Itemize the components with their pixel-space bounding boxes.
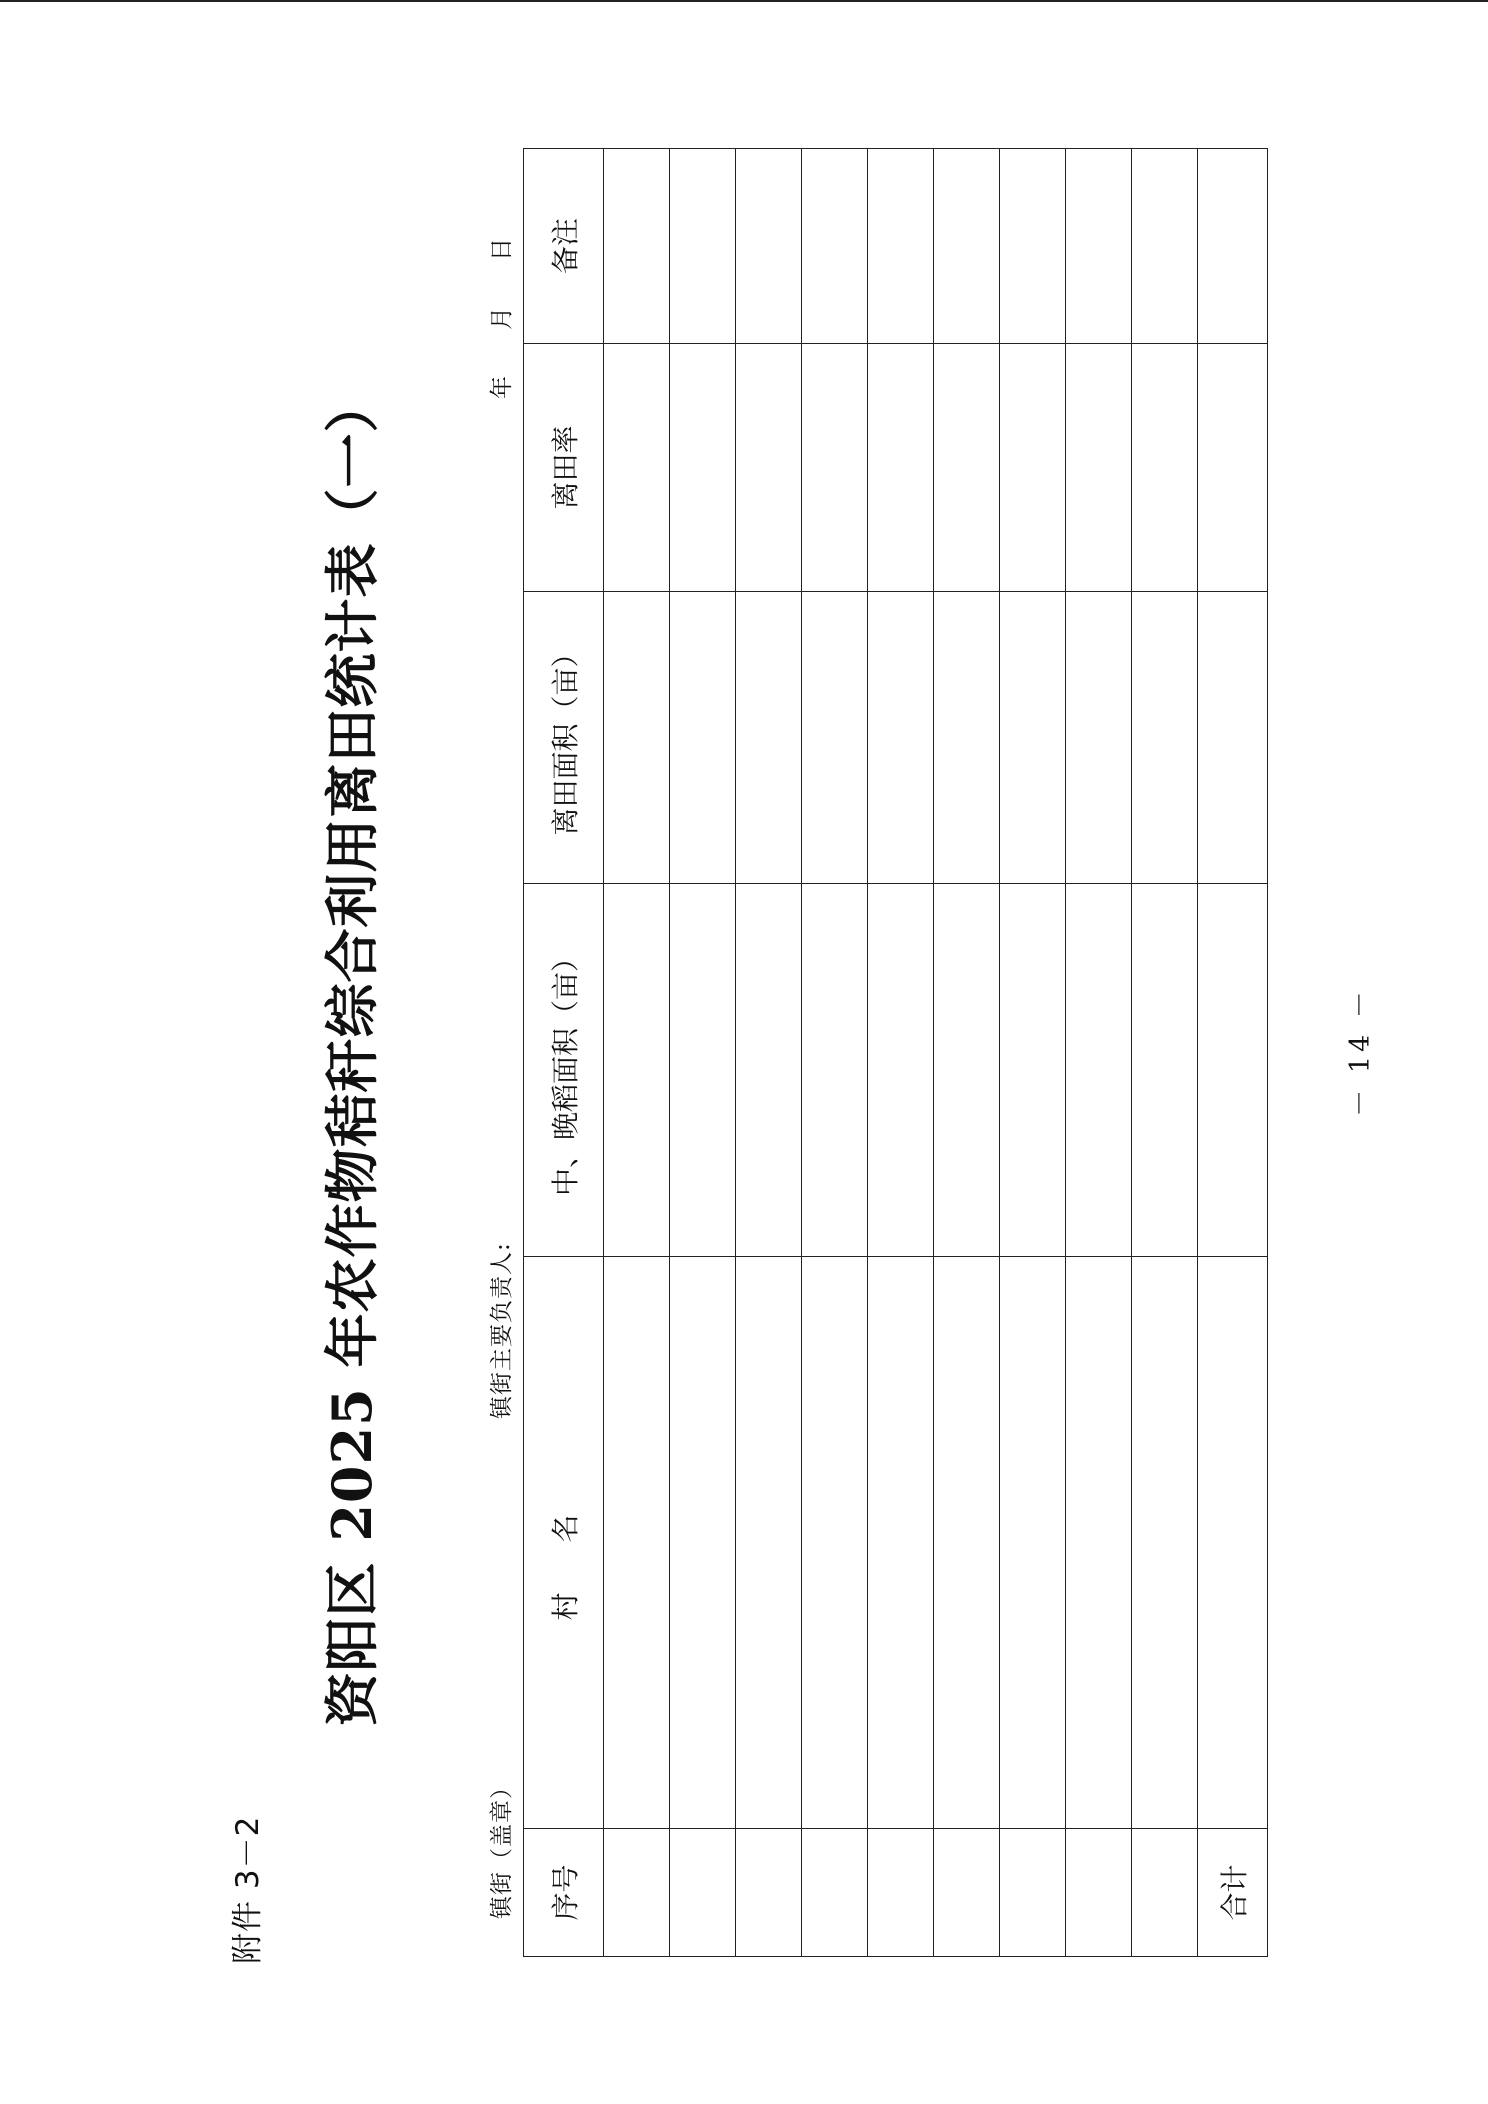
table-header-row [524, 149, 604, 1957]
town-seal-label: 镇街（盖章） [489, 1775, 515, 1919]
table-cell[interactable] [868, 1829, 934, 1957]
table-cell[interactable] [670, 149, 736, 344]
header-village: 村名 [524, 1257, 604, 1829]
table-cell[interactable] [1132, 1257, 1198, 1829]
table-cell[interactable] [868, 592, 934, 884]
table-cell[interactable] [1198, 592, 1268, 884]
table-cell[interactable] [604, 884, 670, 1257]
document-title: 资阳区 2025 年农作物秸秆综合利用离田统计表（一） [320, 377, 384, 1727]
table-row [670, 149, 736, 1957]
table-cell[interactable] [868, 884, 934, 1257]
table-row [802, 149, 868, 1957]
town-leader-label: 镇街主要负责人: [489, 1242, 515, 1419]
attachment-label: 附件 3－2 [230, 1815, 266, 1964]
table-cell[interactable] [802, 592, 868, 884]
table-cell[interactable] [934, 884, 1000, 1257]
table-row [1066, 149, 1132, 1957]
table-row [736, 149, 802, 1957]
table-cell[interactable] [868, 344, 934, 592]
table-cell[interactable] [604, 149, 670, 344]
table-row [604, 149, 670, 1957]
header-removed-area: 离田面积（亩） [524, 592, 604, 884]
table-cell[interactable] [1198, 884, 1268, 1257]
date-label: 年月日 [489, 192, 515, 399]
table-cell[interactable] [934, 344, 1000, 592]
table-cell[interactable] [1000, 884, 1066, 1257]
table-cell[interactable] [1000, 149, 1066, 344]
table-row [1000, 149, 1066, 1957]
table-cell[interactable] [736, 884, 802, 1257]
table-row [934, 149, 1000, 1957]
table-cell[interactable] [670, 1257, 736, 1829]
table-total-row [1198, 149, 1268, 1957]
table-cell[interactable] [1132, 1829, 1198, 1957]
table-cell[interactable] [868, 149, 934, 344]
table-cell[interactable] [1066, 592, 1132, 884]
table-cell[interactable] [802, 884, 868, 1257]
table-row [1132, 149, 1198, 1957]
table-cell[interactable] [868, 1257, 934, 1829]
table-cell[interactable] [1132, 149, 1198, 344]
table-cell[interactable] [1132, 344, 1198, 592]
header-rice-area: 中、晚稻面积（亩） [524, 884, 604, 1257]
table-cell[interactable] [736, 592, 802, 884]
table-cell[interactable] [934, 1829, 1000, 1957]
table-cell[interactable] [802, 1257, 868, 1829]
table-cell[interactable] [604, 592, 670, 884]
total-label: 合计 [1198, 1829, 1268, 1957]
header-seq: 序号 [524, 1829, 604, 1957]
table-cell[interactable] [670, 1829, 736, 1957]
table-cell[interactable] [802, 344, 868, 592]
table-cell[interactable] [736, 1829, 802, 1957]
table-cell[interactable] [934, 1257, 1000, 1829]
table-cell[interactable] [1198, 149, 1268, 344]
table-cell[interactable] [604, 1829, 670, 1957]
table-cell[interactable] [670, 592, 736, 884]
table-cell[interactable] [802, 1829, 868, 1957]
table-cell[interactable] [1198, 1257, 1268, 1829]
table-cell[interactable] [1000, 1257, 1066, 1829]
table-cell[interactable] [1066, 884, 1132, 1257]
table-cell[interactable] [736, 149, 802, 344]
table-cell[interactable] [1132, 884, 1198, 1257]
header-remarks: 备注 [524, 149, 604, 344]
table-cell[interactable] [604, 1257, 670, 1829]
table-cell[interactable] [802, 149, 868, 344]
table-cell[interactable] [604, 344, 670, 592]
table-cell[interactable] [1066, 1829, 1132, 1957]
table-cell[interactable] [1066, 344, 1132, 592]
table-cell[interactable] [670, 344, 736, 592]
page-number: － 14 － [1345, 987, 1376, 1117]
table-cell[interactable] [1066, 149, 1132, 344]
table-cell[interactable] [1000, 1829, 1066, 1957]
table-cell[interactable] [736, 1257, 802, 1829]
table-cell[interactable] [934, 149, 1000, 344]
header-removal-rate: 离田率 [524, 344, 604, 592]
table-cell[interactable] [1000, 592, 1066, 884]
table-cell[interactable] [736, 344, 802, 592]
table-row [868, 149, 934, 1957]
table-cell[interactable] [1066, 1257, 1132, 1829]
table-cell[interactable] [934, 592, 1000, 884]
table-cell[interactable] [1132, 592, 1198, 884]
table-cell[interactable] [1000, 344, 1066, 592]
table-cell[interactable] [670, 884, 736, 1257]
table-cell[interactable] [1198, 344, 1268, 592]
statistics-table [523, 148, 1268, 1957]
